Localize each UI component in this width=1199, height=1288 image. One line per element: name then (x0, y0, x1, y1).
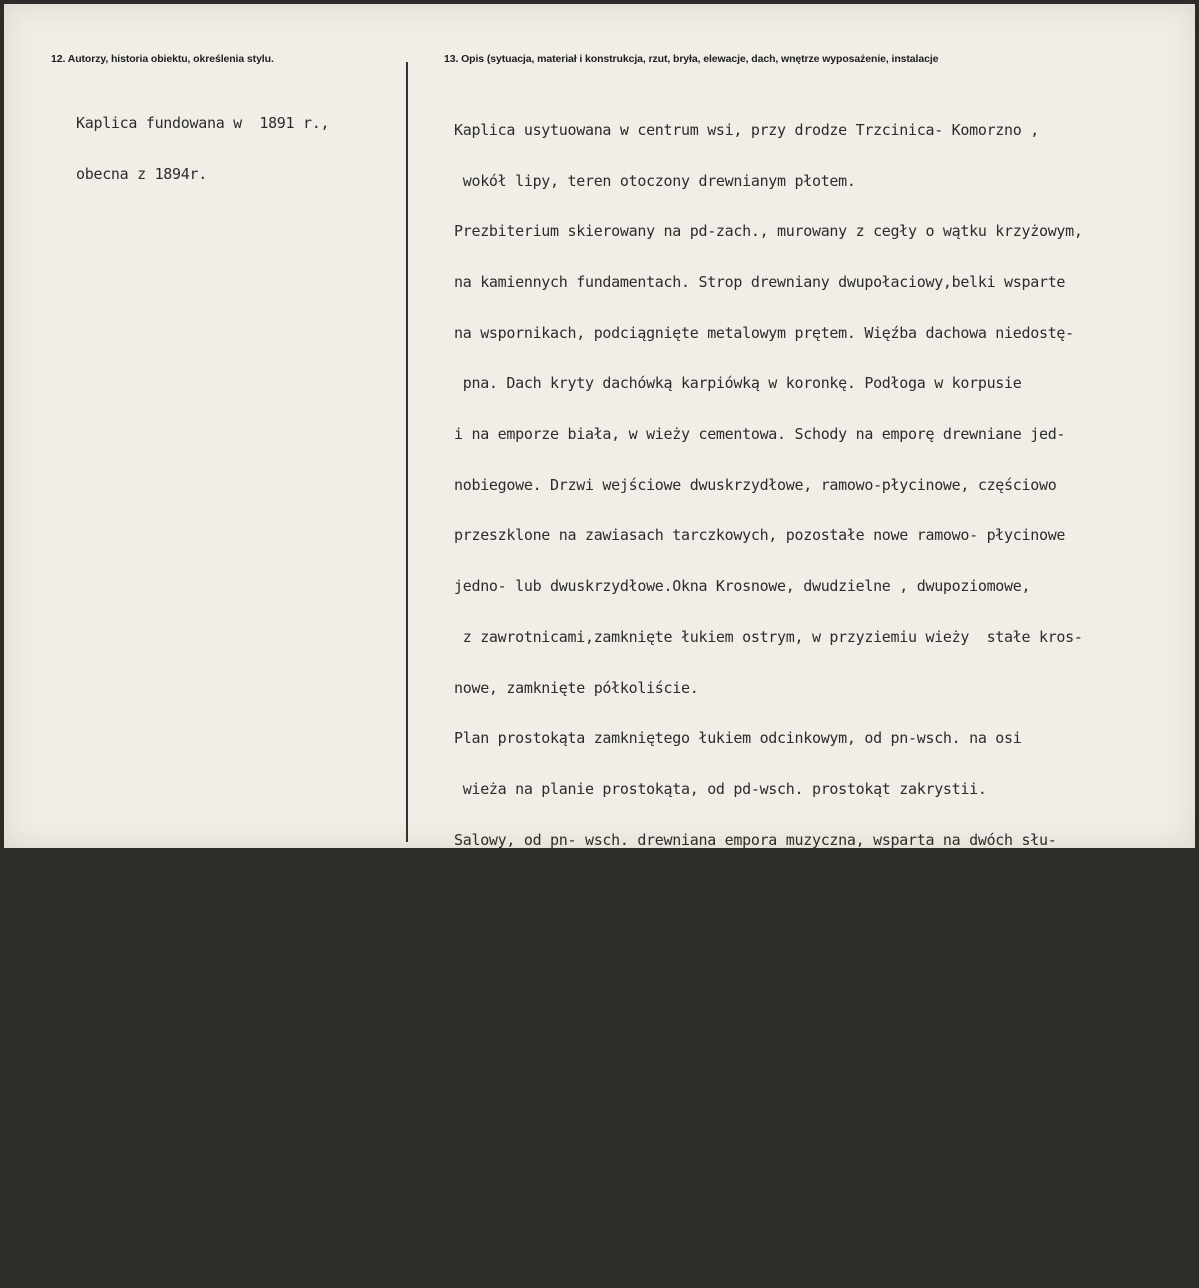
typed-line: Instalacja elektr. (454, 1236, 620, 1255)
typed-line: przeszklone na zawiasach tarczkowych, pozostałe nowe ramowo- płycinowe (454, 526, 1066, 545)
typed-line: pna. Dach kryty dachówką karpiówką w koronkę. Podłoga w korpusie (454, 374, 1022, 393)
section-13-typed-text (454, 88, 1083, 1288)
typed-line: Salowy, od pn- wsch. drewniana empora muzyczna, wsparta na dwóch słu- (454, 830, 1057, 849)
typed-line: Plan prostokąta zamkniętego łukiem odcinkowym, od pn-wsch. na osi (454, 729, 1022, 748)
typed-line: z zawrotnicami,zamknięte łukiem ostrym, w przyziemiu wieży stałe kros- (454, 627, 1083, 646)
typed-line: wieża na planie prostokąta, od pd-wsch. prostokąt zakrystii. (454, 779, 987, 798)
typed-line: Kaplica fundowana w 1891 r., (76, 113, 330, 132)
form-sheet (4, 4, 1195, 1255)
typed-line: Prezbiterium skierowany na pd-zach., murowany z cegły o wątku krzyżowym, (454, 222, 1083, 241)
typed-line: nowe, zamknięte półkoliście. (454, 678, 699, 697)
typed-line: z lizenami w narożach, wokół drzwi wejściowych otok z kształtek. (454, 1084, 1013, 1103)
typed-line: okna w rozglifionych wnękach, pod okapem fryz ząbkowy. Wieża trój- (454, 982, 1031, 1001)
typed-line: jedno- lub dwuskrzydłowe.Okna Krosnowe, dwudzielne , dwupoziomowe, (454, 577, 1031, 596)
column-divider (406, 62, 408, 842)
typed-line: Dach dwuspadowy, od zakrystii jednospadowy. (454, 1185, 830, 1204)
section-12-heading: 12. Autorzy, historia obiektu, określenia stylu. (51, 53, 274, 65)
typed-line: wokół lipy, teren otoczony drewnianym płotem. (454, 171, 856, 190)
typed-line: nobiegowe. Drzwi wejściowe dwuskrzydłowe, ramowo-płycinowe, częściowo (454, 475, 1057, 494)
typed-line: Niewysoka podmurówka, ściany boczne opięte między oknami lizenami, (454, 932, 1031, 951)
typed-line: obecna z 1894r. (76, 164, 207, 183)
section-12-typed-text (76, 81, 329, 216)
typed-line: Kaplica usytuowana w centrum wsi, przy drodze Trzcinica- Komorzno , (454, 120, 1039, 139)
typed-line: na kamiennych fundamentach. Strop drewniany dwupołaciowy,belki wsparte (454, 272, 1066, 291)
typed-line: kondygnacyjna, w pierwszej kondygnacji szteroboczna, wyżej ośmioboczna., (454, 1033, 1083, 1052)
typed-line: na wspornikach, podciągnięte metalowym prętem. Więźba dachowa niedostę- (454, 323, 1074, 342)
section-13-heading: 13. Opis (sytuacja, materiał i konstrukcja, rzut, bryła, elewacje, dach, wnętrze wyposażenie, instalacje (444, 53, 939, 65)
typed-line: pach. (454, 881, 498, 900)
typed-line: i na emporze biała, w wieży cementowa. Schody na emporę drewniane jed- (454, 425, 1066, 444)
typed-line: Od str . prezbiterium drewniana dobudówka szerokości kaplicy. (454, 1134, 987, 1153)
